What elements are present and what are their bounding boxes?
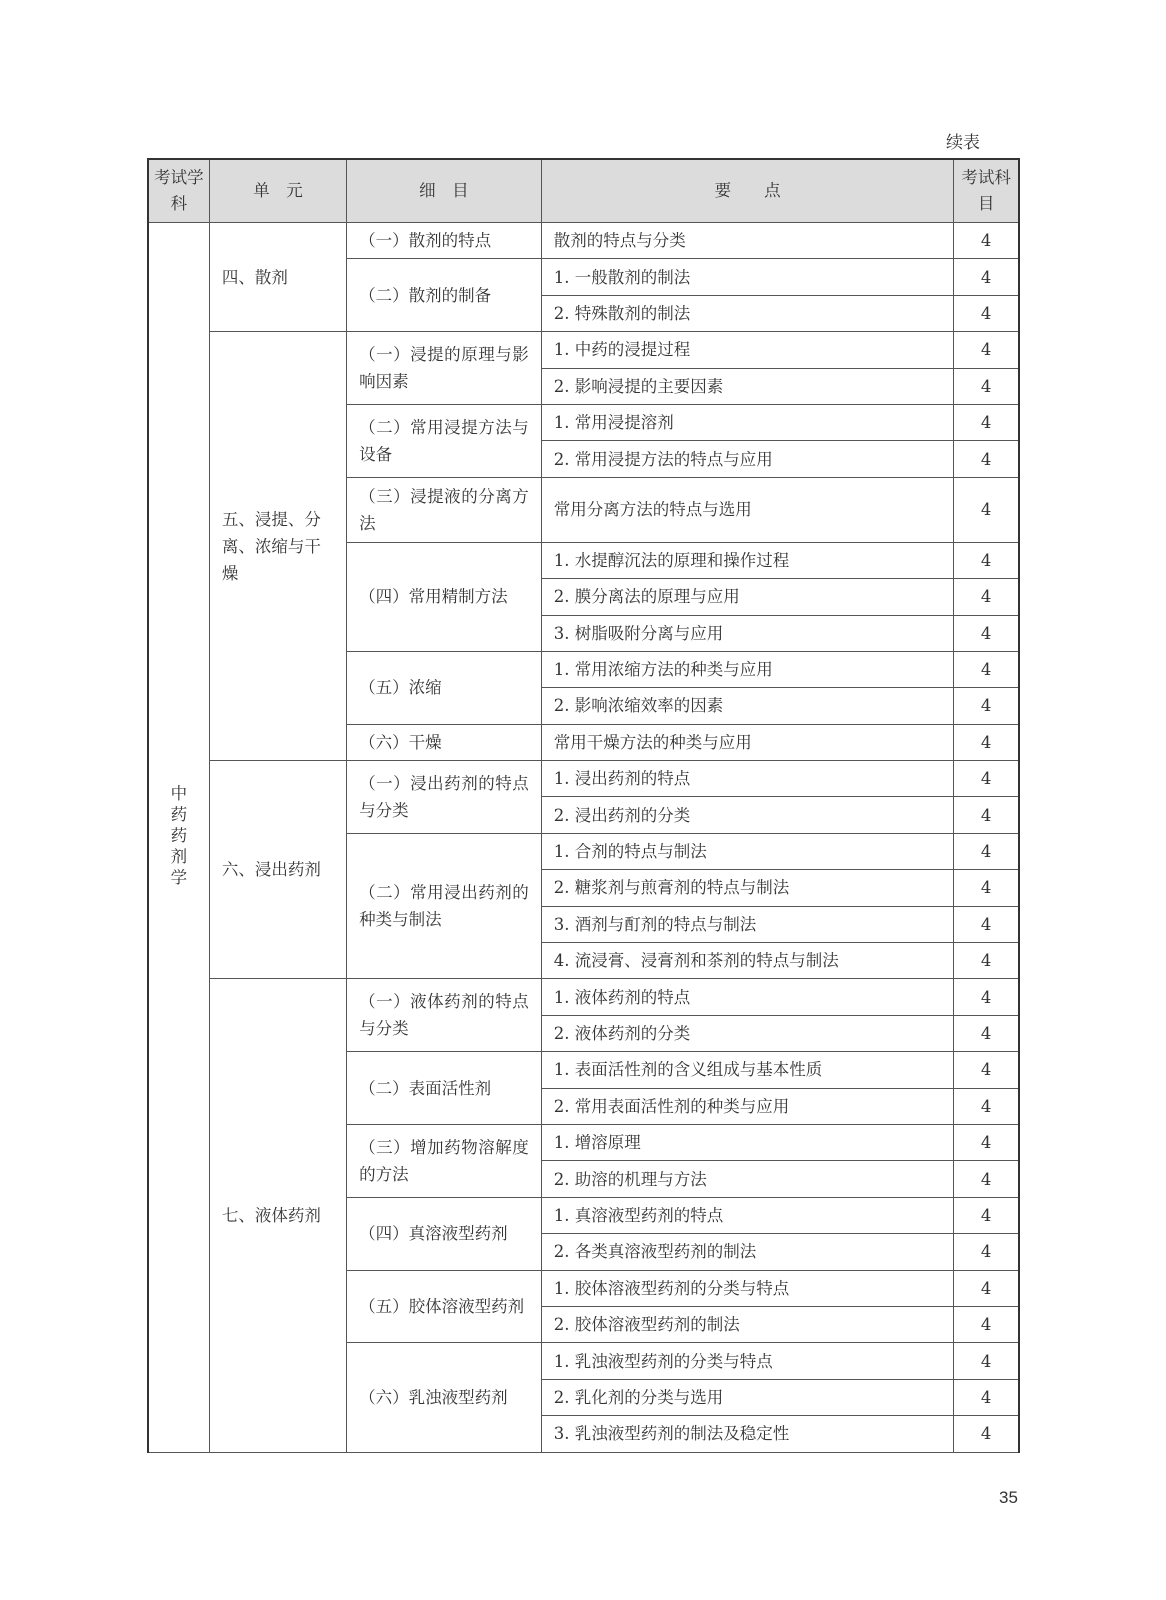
header-unit: 单 元	[209, 159, 346, 223]
subject-cell	[148, 223, 209, 1453]
exam-cell: 4	[954, 870, 1019, 906]
point-cell: 1. 常用浸提溶剂	[541, 404, 954, 440]
exam-cell: 4	[954, 1052, 1019, 1088]
point-cell: 2. 影响浓缩效率的因素	[541, 688, 954, 724]
point-cell: 常用分离方法的特点与选用	[541, 477, 954, 542]
point-cell: 1. 乳浊液型药剂的分类与特点	[541, 1343, 954, 1379]
point-cell: 1. 中药的浸提过程	[541, 332, 954, 368]
detail-cell: （四）真溶液型药剂	[347, 1197, 542, 1270]
header-points: 要 点	[541, 159, 954, 223]
subject-label: 中药药剂学	[170, 784, 188, 888]
table-row	[148, 223, 1019, 259]
detail-cell: （二）常用浸出药剂的种类与制法	[347, 833, 542, 979]
unit-cell: 六、浸出药剂	[209, 761, 346, 979]
header-row	[148, 159, 1019, 223]
point-cell: 1. 一般散剂的制法	[541, 259, 954, 295]
point-cell: 3. 酒剂与酊剂的特点与制法	[541, 906, 954, 942]
point-cell: 2. 影响浸提的主要因素	[541, 368, 954, 404]
point-cell: 1. 真溶液型药剂的特点	[541, 1197, 954, 1233]
exam-cell: 4	[954, 441, 1019, 477]
exam-cell: 4	[954, 943, 1019, 979]
detail-cell: （二）散剂的制备	[347, 259, 542, 332]
exam-cell: 4	[954, 1343, 1019, 1379]
exam-cell: 4	[954, 1416, 1019, 1452]
point-cell: 1. 合剂的特点与制法	[541, 833, 954, 869]
table-row	[148, 979, 1019, 1015]
exam-cell: 4	[954, 1306, 1019, 1342]
point-cell: 2. 糖浆剂与煎膏剂的特点与制法	[541, 870, 954, 906]
point-cell: 2. 液体药剂的分类	[541, 1015, 954, 1051]
point-cell: 3. 乳浊液型药剂的制法及稳定性	[541, 1416, 954, 1452]
point-cell: 1. 常用浓缩方法的种类与应用	[541, 651, 954, 687]
point-cell: 2. 常用浸提方法的特点与应用	[541, 441, 954, 477]
point-cell: 1. 浸出药剂的特点	[541, 761, 954, 797]
point-cell: 2. 胶体溶液型药剂的制法	[541, 1306, 954, 1342]
exam-cell: 4	[954, 761, 1019, 797]
point-cell: 2. 特殊散剂的制法	[541, 295, 954, 331]
point-cell: 1. 胶体溶液型药剂的分类与特点	[541, 1270, 954, 1306]
table-row	[148, 332, 1019, 368]
exam-cell: 4	[954, 223, 1019, 259]
detail-cell: （五）浓缩	[347, 651, 542, 724]
exam-cell: 4	[954, 833, 1019, 869]
point-cell: 常用干燥方法的种类与应用	[541, 724, 954, 760]
exam-cell: 4	[954, 1161, 1019, 1197]
header-exam: 考试科目	[954, 159, 1019, 223]
detail-cell: （一）液体药剂的特点与分类	[347, 979, 542, 1052]
exam-cell: 4	[954, 906, 1019, 942]
syllabus-table	[147, 158, 1020, 1453]
table-row	[148, 761, 1019, 797]
exam-cell: 4	[954, 1015, 1019, 1051]
detail-cell: （六）干燥	[347, 724, 542, 760]
header-subject: 考试学科	[148, 159, 209, 223]
exam-cell: 4	[954, 688, 1019, 724]
point-cell: 1. 增溶原理	[541, 1124, 954, 1160]
point-cell: 2. 常用表面活性剂的种类与应用	[541, 1088, 954, 1124]
exam-cell: 4	[954, 579, 1019, 615]
point-cell: 散剂的特点与分类	[541, 223, 954, 259]
exam-cell: 4	[954, 1197, 1019, 1233]
continued-label: 续表	[946, 133, 980, 153]
point-cell: 4. 流浸膏、浸膏剂和茶剂的特点与制法	[541, 943, 954, 979]
exam-cell: 4	[954, 368, 1019, 404]
exam-cell: 4	[954, 797, 1019, 833]
point-cell: 2. 各类真溶液型药剂的制法	[541, 1234, 954, 1270]
detail-cell: （二）常用浸提方法与设备	[347, 404, 542, 477]
exam-cell: 4	[954, 295, 1019, 331]
point-cell: 2. 浸出药剂的分类	[541, 797, 954, 833]
exam-cell: 4	[954, 1088, 1019, 1124]
unit-cell: 四、散剂	[209, 223, 346, 332]
exam-cell: 4	[954, 615, 1019, 651]
exam-cell: 4	[954, 259, 1019, 295]
page-number: 35	[999, 1488, 1018, 1507]
exam-cell: 4	[954, 332, 1019, 368]
exam-cell: 4	[954, 477, 1019, 542]
point-cell: 1. 水提醇沉法的原理和操作过程	[541, 542, 954, 578]
point-cell: 3. 树脂吸附分离与应用	[541, 615, 954, 651]
detail-cell: （四）常用精制方法	[347, 542, 542, 651]
exam-cell: 4	[954, 724, 1019, 760]
unit-cell: 五、浸提、分离、浓缩与干燥	[209, 332, 346, 761]
point-cell: 2. 助溶的机理与方法	[541, 1161, 954, 1197]
point-cell: 2. 乳化剂的分类与选用	[541, 1379, 954, 1415]
detail-cell: （三）浸提液的分离方法	[347, 477, 542, 542]
point-cell: 2. 膜分离法的原理与应用	[541, 579, 954, 615]
detail-cell: （六）乳浊液型药剂	[347, 1343, 542, 1452]
point-cell: 1. 表面活性剂的含义组成与基本性质	[541, 1052, 954, 1088]
exam-cell: 4	[954, 979, 1019, 1015]
exam-cell: 4	[954, 651, 1019, 687]
detail-cell: （二）表面活性剂	[347, 1052, 542, 1125]
detail-cell: （三）增加药物溶解度的方法	[347, 1124, 542, 1197]
exam-cell: 4	[954, 404, 1019, 440]
exam-cell: 4	[954, 1124, 1019, 1160]
detail-cell: （一）浸提的原理与影响因素	[347, 332, 542, 405]
exam-cell: 4	[954, 1270, 1019, 1306]
detail-cell: （一）浸出药剂的特点与分类	[347, 761, 542, 834]
detail-cell: （一）散剂的特点	[347, 223, 542, 259]
exam-cell: 4	[954, 1379, 1019, 1415]
exam-cell: 4	[954, 1234, 1019, 1270]
header-detail: 细 目	[347, 159, 542, 223]
unit-cell: 七、液体药剂	[209, 979, 346, 1452]
detail-cell: （五）胶体溶液型药剂	[347, 1270, 542, 1343]
exam-cell: 4	[954, 542, 1019, 578]
point-cell: 1. 液体药剂的特点	[541, 979, 954, 1015]
